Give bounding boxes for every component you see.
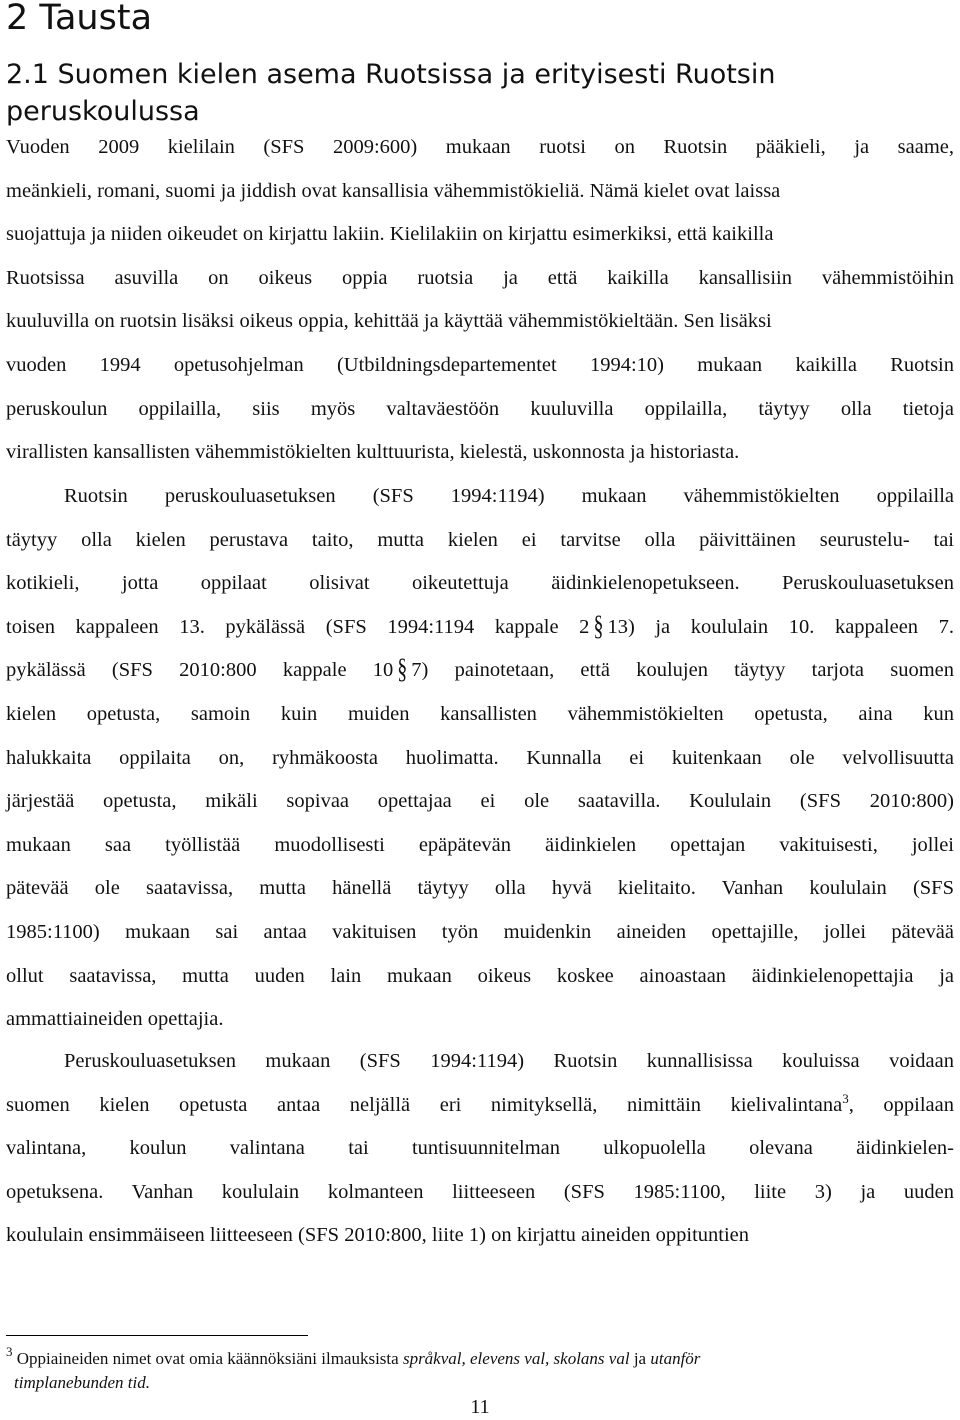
chapter-heading: 2 Tausta [6, 0, 153, 38]
text-line: opetuksena. Vanhan koululain kolmanteen liitteeseen (SFS 1985:1100, liite 3) ja uuden [6, 1180, 954, 1203]
page-number: 11 [470, 1396, 490, 1418]
footnote: $^3$ Oppiaineiden nimet ovat omia käännöksiäni ilmauksista språkval, elevens val, skolans val ja utanför timplanebunden tid. [6, 1344, 701, 1392]
section-heading: 2.1 Suomen kielen asema Ruotsissa ja erityisesti Ruotsin [6, 59, 776, 90]
text-line: Ruotsissa asuvilla on oikeus oppia ruotsia ja että kaikilla kansallisiin vähemmistöihin [6, 266, 954, 289]
paragraph-1 [6, 126, 954, 475]
text-line: ammattiaineiden opettajia. [6, 1008, 224, 1031]
text-line: meänkieli, romani, suomi ja jiddish ovat kansallisia vähemmistökieliä. Nämä kielet ovat laissa [6, 179, 781, 202]
text-line: Vuoden 2009 kielilain (SFS 2009:600) mukaan ruotsi on Ruotsin pääkieli, ja saame, [6, 136, 954, 158]
text-line: toisen kappaleen 13. pykälässä (SFS 1994:1194 kappale 2 § 13) ja koululain 10. kappaleen 7. [6, 606, 954, 650]
text-line: pykälässä (SFS 2010:800 kappale 10 § 7) painotetaan, että koulujen täytyy tarjota suomen [6, 649, 954, 693]
text-line: vuoden 1994 opetusohjelman (Utbildningsdepartementet 1994:10) mukaan kaikilla Ruotsin [6, 353, 954, 376]
text-line: valintana, koulun valintana tai tuntisuunnitelman ulkopuolella olevana äidinkielen- [6, 1137, 954, 1160]
paragraph-2 [6, 475, 954, 1042]
text-line: suomen kielen opetusta antaa neljällä eri nimityksellä, nimittäin kielivalintana$^3$, oppilaan [6, 1090, 954, 1116]
footnote-reference[interactable]: 3 [842, 1090, 849, 1106]
text-line: virallisten kansallisten vähemmistökielten kulttuurista, kielestä, uskonnosta ja historiasta. [6, 441, 740, 464]
text-line: koululain ensimmäiseen liitteeseen (SFS 2010:800, liite 1) on kirjattu aineiden oppituntien [6, 1224, 750, 1247]
footnote-number: 3 [6, 1344, 13, 1359]
text-line: Peruskouluasetuksen mukaan (SFS 1994:1194) Ruotsin kunnallisissa kouluissa voidaan [64, 1050, 954, 1072]
section-sign: § [397, 654, 408, 686]
text-line: täytyy olla kielen perustava taito, mutta kielen ei tarvitse olla päivittäinen seurustelu- tai [6, 528, 954, 551]
text-line: 1985:1100) mukaan sai antaa vakituisen työn muidenkin aineiden opettajille, jollei pätevää [6, 920, 954, 943]
text-line: järjestää opetusta, mikäli sopivaa opettajaa ei ole saatavilla. Koululain (SFS 2010:800) [6, 790, 954, 813]
text-line: kotikieli, jotta oppilaat olisivat oikeutettuja äidinkielenopetukseen. Peruskouluasetuksen [6, 572, 954, 595]
text-line: halukkaita oppilaita on, ryhmäkoosta huolimatta. Kunnalla ei kuitenkaan ole velvollisuutta [6, 746, 954, 769]
paragraph-3 [6, 1040, 954, 1258]
section-heading-cont: peruskoulussa [6, 96, 200, 127]
footnote-divider [6, 1335, 308, 1336]
text-line: peruskoulun oppilailla, siis myös valtaväestöön kuuluvilla oppilailla, täytyy olla tietoja [6, 397, 954, 420]
text-line: ollut saatavissa, mutta uuden lain mukaan oikeus koskee ainoastaan äidinkielenopettajia ja [6, 964, 954, 987]
text-line: suojattuja ja niiden oikeudet on kirjattu lakiin. Kielilakiin on kirjattu esimerkiksi, että kaikilla [6, 223, 774, 246]
text-line: kielen opetusta, samoin kuin muiden kansallisten vähemmistökielten opetusta, aina kun [6, 702, 954, 725]
section-sign: § [593, 611, 604, 642]
text-line: pätevää ole saatavissa, mutta hänellä täytyy olla hyvä kielitaito. Vanhan koululain (SFS [6, 877, 954, 900]
text-line: kuuluvilla on ruotsin lisäksi oikeus oppia, kehittää ja käyttää vähemmistökieltään. Sen lisäksi [6, 310, 772, 333]
text-line: mukaan saa työllistää muodollisesti epäpätevän äidinkielen opettajan vakituisesti, jollei [6, 833, 954, 856]
text-line: Ruotsin peruskouluasetuksen (SFS 1994:1194) mukaan vähemmistökielten oppilailla [64, 485, 954, 507]
